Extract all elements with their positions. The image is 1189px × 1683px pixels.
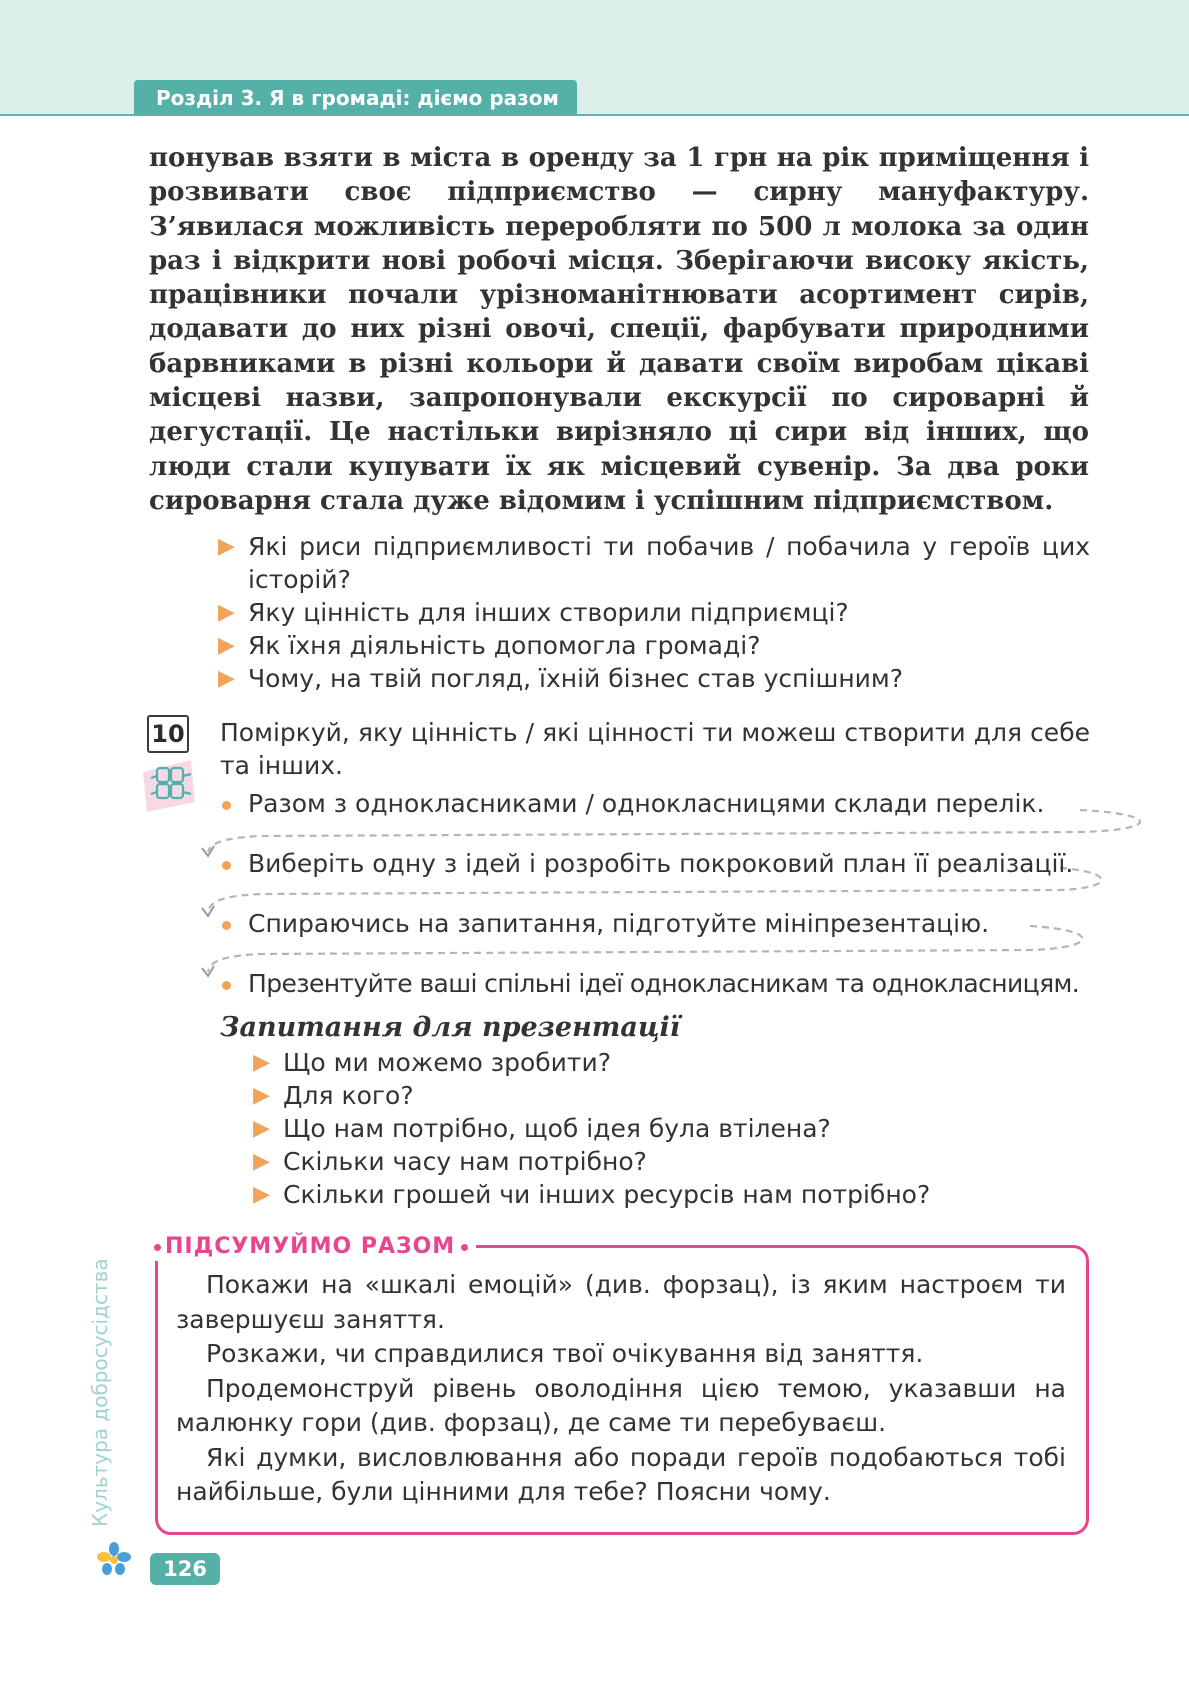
dot-bullet-icon: [222, 921, 231, 930]
list-item: ▶ Скільки грошей чи інших ресурсів нам потрібно?: [253, 1180, 931, 1209]
triangle-bullet-icon: ▶: [253, 1149, 270, 1174]
triangle-bullet-icon: ▶: [253, 1182, 270, 1207]
list-item: ▶ Що нам потрібно, щоб ідея була втілена?: [253, 1114, 831, 1143]
list-item: ▶ Що ми можемо зробити?: [253, 1048, 612, 1077]
triangle-bullet-icon: ▶: [253, 1083, 270, 1108]
triangle-bullet-icon: ▶: [218, 666, 235, 691]
flower-icon: [97, 1542, 131, 1576]
group-hands-icon: [139, 758, 199, 814]
task-number: 10: [147, 715, 189, 753]
list-item: Презентуйте ваші спільні ідеї однокласникам та однокласницям.: [220, 967, 1100, 1027]
list-item: Виберіть одну з ідей і розробіть покроковий план її реалізації.: [220, 847, 1100, 907]
chapter-title: Розділ 3. Я в громаді: діємо разом: [134, 80, 577, 116]
steps-list: [220, 787, 1100, 1027]
dot-bullet-icon: [222, 861, 231, 870]
dot-icon: [461, 1244, 468, 1251]
dot-bullet-icon: [222, 801, 231, 810]
summary-text: [176, 1268, 1066, 1510]
triangle-bullet-icon: ▶: [218, 534, 235, 559]
list-item: ▶ Скільки часу нам потрібно?: [253, 1147, 647, 1176]
list-item: Разом з однокласниками / однокласницями склади перелік.: [220, 787, 1100, 847]
list-item: ▶ Як їхня діяльність допомогла громаді?: [218, 631, 761, 660]
triangle-bullet-icon: ▶: [218, 600, 235, 625]
triangle-bullet-icon: ▶: [253, 1116, 270, 1141]
dot-icon: [154, 1244, 161, 1251]
summary-paragraph: Покажи на «шкалі емоцій» (див. форзац), із яким настроєм ти завершуєш заняття.: [176, 1270, 1066, 1334]
section-subheading: Запитання для презентації: [220, 1012, 681, 1043]
list-item: ▶ Яку цінність для інших створили підприємці?: [218, 598, 849, 627]
main-paragraph: понував взяти в міста в оренду за 1 грн на рік приміщення і розвивати своє підприємство — сирну мануфактуру. З’явилася можливість переробляти по 500 л молока за один раз і відкрити нові робочі місця. Зберігаючи високу якість, працівники почали урізноманітнювати асортимент сирів, додавати до них різні овочі, спеції, фарбувати природними барвниками в різні кольори й давати своїм виробам цікаві місцеві назви, запропонували екскурсії по сироварні й дегустації. Це настільки вирізняло ці сири від інших, що люди стали купувати їх як місцевий сувенір. За два роки сироварня стала дуже відомим і успішним підприємством.: [149, 143, 1089, 516]
list-item: Спираючись на запитання, підготуйте мініпрезентацію.: [220, 907, 1100, 967]
summary-paragraph: Які думки, висловлювання або поради героїв подобаються тобі найбільше, були цінними для тебе? Поясни чому.: [176, 1442, 1066, 1506]
triangle-bullet-icon: ▶: [218, 633, 235, 658]
list-item: ▶ Для кого?: [253, 1081, 414, 1110]
task-text: Поміркуй, яку цінність / які цінності ти можеш створити для себе та інших.: [220, 718, 1090, 780]
summary-title: ПІДСУМУЙМО РАЗОМ: [150, 1233, 476, 1261]
dot-bullet-icon: [222, 981, 231, 990]
question-list: [218, 530, 1090, 695]
summary-paragraph: Продемонструй рівень оволодіння цією темою, указавши на малюнку гори (див. форзац), де саме ти перебуваєш.: [176, 1373, 1066, 1437]
presentation-questions: [253, 1046, 1093, 1211]
side-label: Культура добросусідства: [88, 1258, 112, 1527]
summary-paragraph: Розкажи, чи справдилися твої очікування від заняття.: [206, 1339, 924, 1368]
list-item: ▶ Чому, на твій погляд, їхній бізнес став успішним?: [218, 664, 904, 693]
triangle-bullet-icon: ▶: [253, 1050, 270, 1075]
page-number: 126: [150, 1553, 220, 1585]
list-item: ▶ Які риси підприємливості ти побачив / побачила у героїв цих історій?: [218, 532, 1090, 594]
